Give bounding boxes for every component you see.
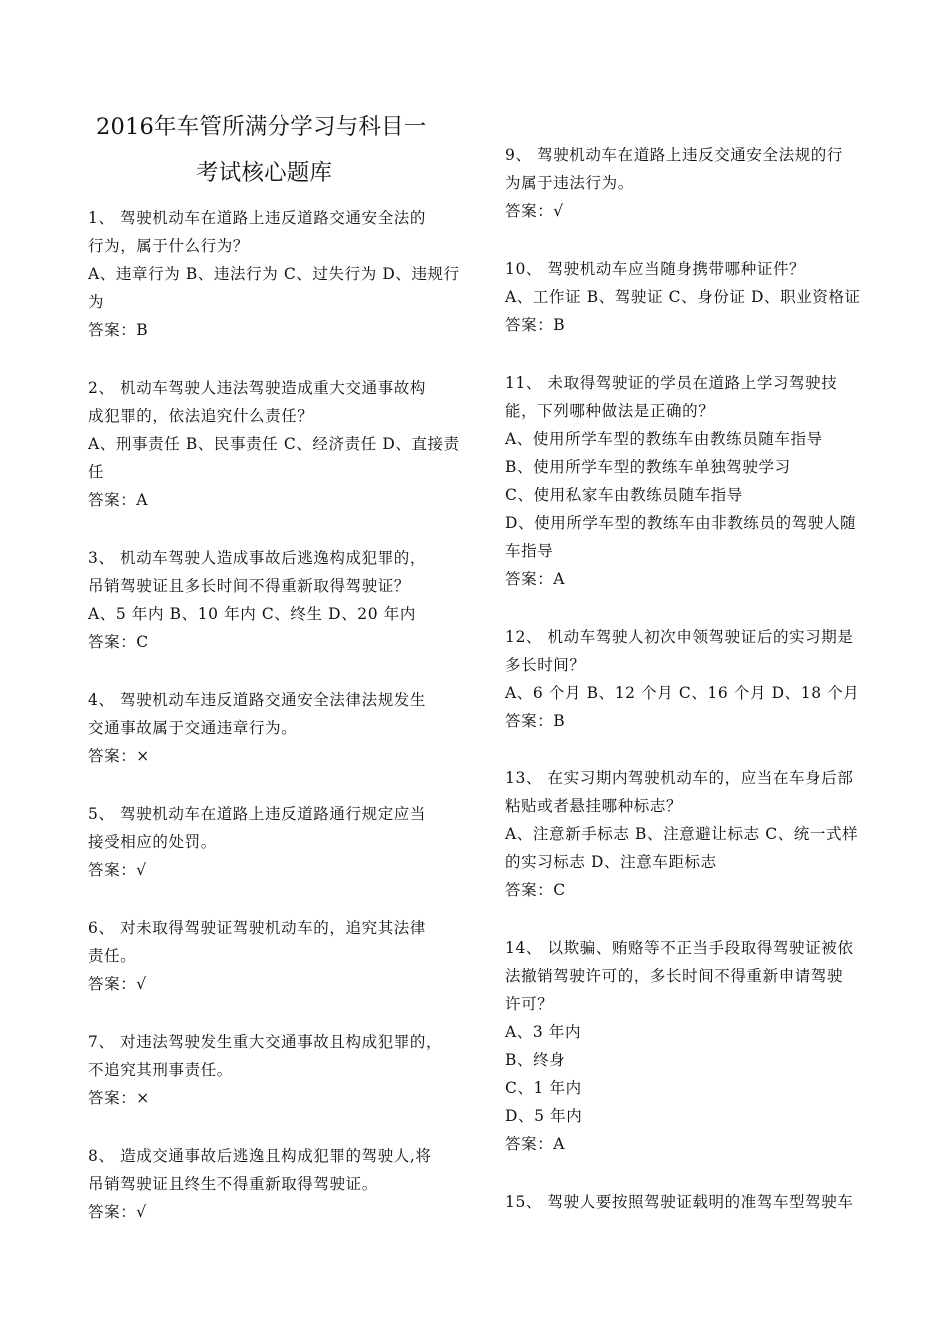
right-column-line: 答案：C (505, 881, 566, 899)
left-column-line: 2、 机动车驾驶人违法驾驶造成重大交通事故构 (88, 379, 426, 397)
left-column-line: 成犯罪的，依法追究什么责任？ (88, 407, 314, 425)
left-column-line: 答案：√ (88, 1203, 147, 1221)
left-column-line: 答案：× (88, 1089, 150, 1107)
left-column-line: 3、 机动车驾驶人造成事故后逃逸构成犯罪的， (88, 549, 426, 567)
left-column-line: 吊销驾驶证且多长时间不得重新取得驾驶证？ (88, 577, 411, 595)
left-column-line: 答案：A (88, 491, 149, 509)
right-column-line: C、1 年内 (505, 1079, 582, 1097)
left-column-line: A、刑事责任 B、民事责任 C、经济责任 D、直接责 (88, 435, 460, 453)
right-column-line: 为属于违法行为。 (505, 174, 634, 192)
right-column-line: 的实习标志 D、注意车距标志 (505, 853, 717, 871)
right-column-line: 12、 机动车驾驶人初次申领驾驶证后的实习期是 (505, 628, 854, 646)
document-title-line-2: 考试核心题库 (196, 160, 333, 186)
right-column-line: A、工作证 B、驾驶证 C、身份证 D、职业资格证 (505, 288, 861, 306)
right-column-line: 多长时间？ (505, 656, 586, 674)
left-column-line: 4、 驾驶机动车违反道路交通安全法律法规发生 (88, 691, 426, 709)
left-column-line: 答案：√ (88, 975, 147, 993)
left-column-line: 为 (88, 293, 105, 311)
left-column-line: 接受相应的处罚。 (88, 833, 217, 851)
left-column-line: 交通事故属于交通违章行为。 (88, 719, 298, 737)
left-column-line: A、违章行为 B、违法行为 C、过失行为 D、违规行 (88, 265, 460, 283)
left-column-line: 行为，属于什么行为？ (88, 237, 250, 255)
right-column-line: 10、 驾驶机动车应当随身携带哪种证件？ (505, 260, 806, 278)
left-column-line: 不追究其刑事责任。 (88, 1061, 233, 1079)
left-column-line: 答案：√ (88, 861, 147, 879)
right-column-line: 法撤销驾驶许可的，多长时间不得重新申请驾驶 (505, 967, 844, 985)
left-column-line: 1、 驾驶机动车在道路上违反道路交通安全法的 (88, 209, 426, 227)
right-column-line: 车指导 (505, 542, 554, 560)
right-column-line: 许可？ (505, 995, 554, 1013)
right-column-line: D、使用所学车型的教练车由非教练员的驾驶人随 (505, 514, 857, 532)
right-column-line: 答案：A (505, 570, 566, 588)
left-column-line: 吊销驾驶证且终生不得重新取得驾驶证。 (88, 1175, 378, 1193)
right-column-line: 11、 未取得驾驶证的学员在道路上学习驾驶技 (505, 374, 838, 392)
left-column-line: 6、 对未取得驾驶证驾驶机动车的，追究其法律 (88, 919, 426, 937)
right-column-line: 粘贴或者悬挂哪种标志？ (505, 797, 683, 815)
right-column-line: 答案：√ (505, 202, 564, 220)
left-column-line: 答案：× (88, 747, 150, 765)
right-column-line: B、终身 (505, 1051, 566, 1069)
right-column-line: 答案：A (505, 1135, 566, 1153)
right-column-line: A、使用所学车型的教练车由教练员随车指导 (505, 430, 823, 448)
right-column-line: 9、 驾驶机动车在道路上违反交通安全法规的行 (505, 146, 843, 164)
right-column-line: 答案：B (505, 316, 566, 334)
right-column-line: B、使用所学车型的教练车单独驾驶学习 (505, 458, 791, 476)
left-column-line: 7、 对违法驾驶发生重大交通事故且构成犯罪的， (88, 1033, 443, 1051)
left-column-line: 任 (88, 463, 105, 481)
right-column-line: D、5 年内 (505, 1107, 583, 1125)
left-column-line: 5、 驾驶机动车在道路上违反道路通行规定应当 (88, 805, 426, 823)
document-title-line-1: 2016年车管所满分学习与科目一 (96, 114, 427, 140)
right-column-line: A、6 个月 B、12 个月 C、16 个月 D、18 个月 (505, 684, 860, 702)
left-column-line: 答案：B (88, 321, 149, 339)
left-column-line: A、5 年内 B、10 年内 C、终生 D、20 年内 (88, 605, 416, 623)
right-column-line: 答案：B (505, 712, 566, 730)
right-column-line: 15、 驾驶人要按照驾驶证载明的准驾车型驾驶车 (505, 1193, 854, 1211)
right-column-line: C、使用私家车由教练员随车指导 (505, 486, 743, 504)
right-column-line: 能，下列哪种做法是正确的？ (505, 402, 715, 420)
left-column-line: 责任。 (88, 947, 137, 965)
right-column-line: 14、 以欺骗、贿赂等不正当手段取得驾驶证被依 (505, 939, 854, 957)
right-column-line: A、注意新手标志 B、注意避让标志 C、统一式样 (505, 825, 859, 843)
left-column-line: 8、 造成交通事故后逃逸且构成犯罪的驾驶人,将 (88, 1147, 432, 1165)
right-column-line: 13、 在实习期内驾驶机动车的，应当在车身后部 (505, 769, 854, 787)
right-column-line: A、3 年内 (505, 1023, 582, 1041)
left-column-line: 答案：C (88, 633, 149, 651)
